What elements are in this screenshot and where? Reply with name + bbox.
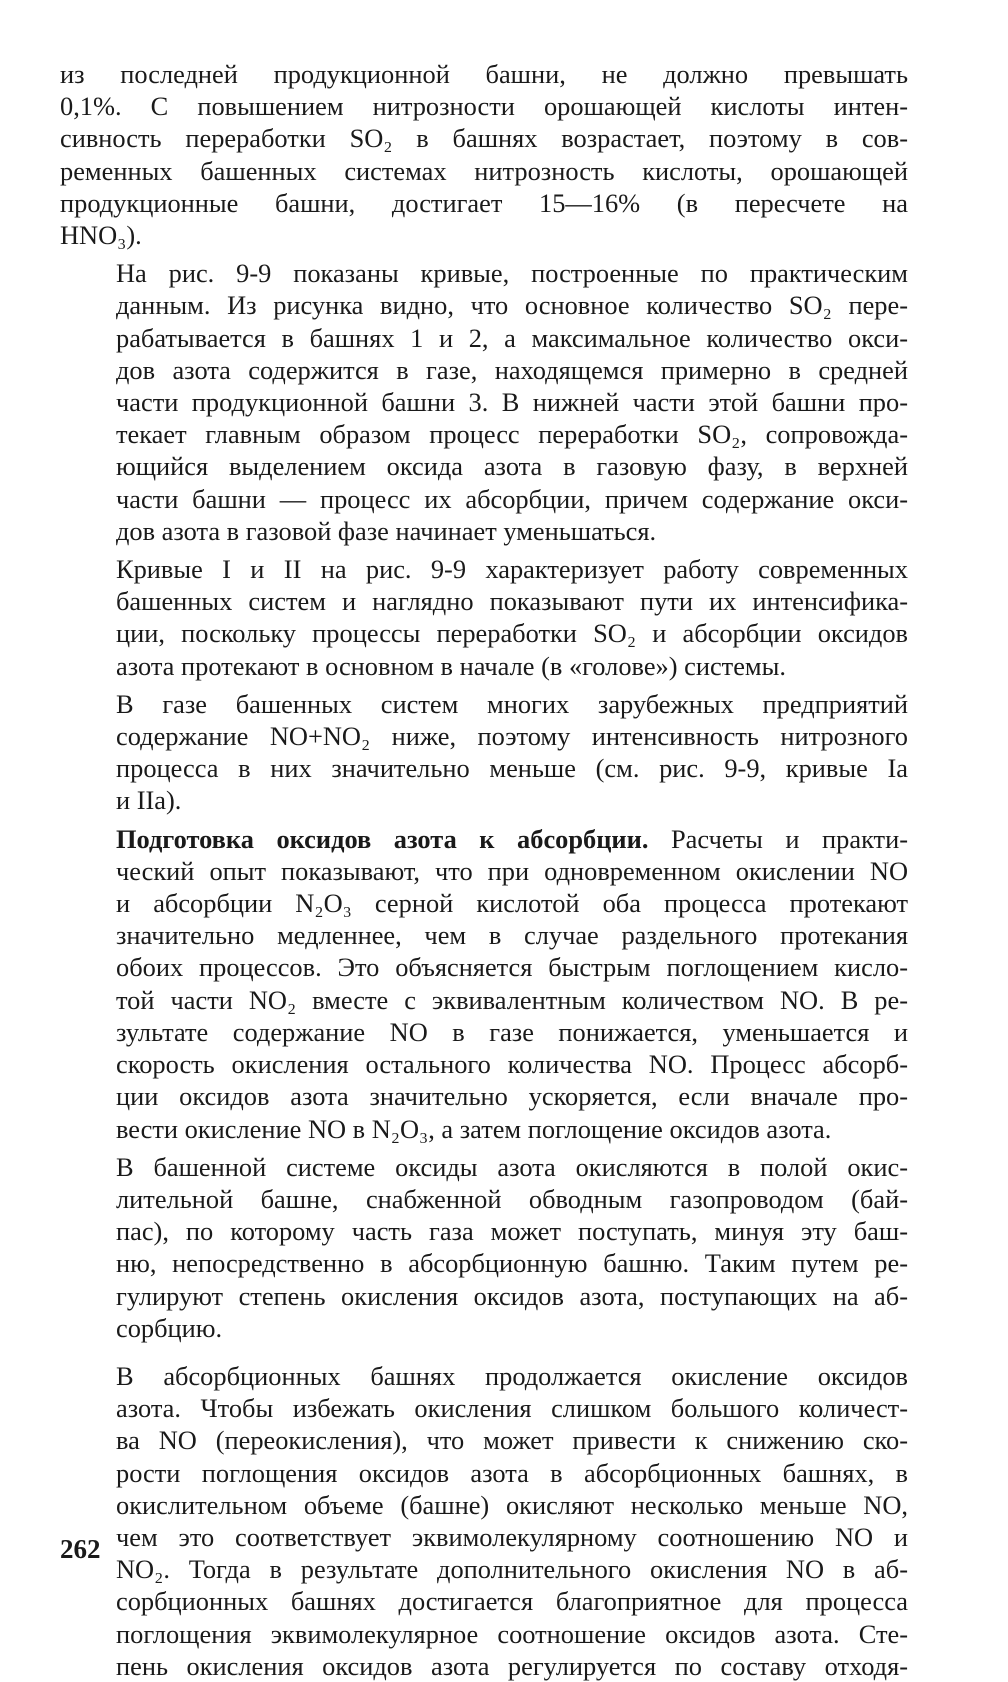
text-line: ции оксидов азота значительно ускоряется, если вначале про- bbox=[116, 1081, 908, 1112]
text-line: ции, поскольку процессы переработки SO₂ и абсорбции оксидов bbox=[116, 618, 908, 649]
text-line: ческий опыт показывают, что при одновременном окислении NO bbox=[116, 855, 908, 886]
text-line: лительной башне, снабженной обводным газопроводом (бай- bbox=[116, 1183, 908, 1214]
text-line: рости поглощения оксидов азота в абсорбционных башнях, в bbox=[116, 1457, 908, 1488]
text-line: Подготовка оксидов азота к абсорбции. Расчеты и практи- bbox=[116, 823, 908, 854]
text-line: 0,1%. С повышением нитрозности орошающей кислоты интен- bbox=[60, 91, 908, 122]
text-line: гулируют степень окисления оксидов азота, поступающих на аб- bbox=[116, 1280, 908, 1311]
text-line: В газе башенных систем многих зарубежных предприятий bbox=[116, 688, 908, 719]
text-line: чем это соответствует эквимолекулярному соотношению NO и bbox=[116, 1521, 908, 1552]
page-number: 262 bbox=[60, 1534, 101, 1564]
text-line: NO₂. Тогда в результате дополнительного окисления NO в аб- bbox=[116, 1554, 908, 1585]
text-line: пень окисления оксидов азота регулируется по составу отходя- bbox=[116, 1650, 908, 1681]
paragraph-tower-system bbox=[60, 1151, 908, 1344]
text-line: текает главным образом процесс переработки SO₂, сопровожда- bbox=[116, 419, 908, 450]
text-line: сивность переработки SO₂ в башнях возрастает, поэтому в сов- bbox=[60, 123, 908, 154]
text-line: сорбцию. bbox=[116, 1312, 223, 1343]
text-line: данным. Из рисунка видно, что основное количество SO₂ пере- bbox=[116, 290, 908, 321]
text-line: В башенной системе оксиды азота окисляются в полой окис- bbox=[116, 1151, 908, 1182]
paragraph-curves bbox=[60, 553, 908, 682]
text-line: сорбционных башнях достигается благоприятное для процесса bbox=[116, 1586, 908, 1617]
text-line: содержание NO+NO₂ ниже, поэтому интенсивность нитрозного bbox=[116, 721, 908, 752]
text-line: рабатывается в башнях 1 и 2, а максимальное количество окси- bbox=[116, 322, 908, 353]
paragraph-figure-9-9 bbox=[60, 257, 908, 547]
text-line: азота протекают в основном в начале (в «голове») системы. bbox=[116, 650, 786, 681]
text-line: башенных систем и наглядно показывают пути их интенсифика- bbox=[116, 586, 908, 617]
text-line: зультате содержание NO в газе понижается, уменьшается и bbox=[116, 1016, 908, 1047]
text-line: той части NO₂ вместе с эквивалентным количеством NO. В ре- bbox=[116, 984, 908, 1015]
text-line: ременных башенных системах нитрозность кислоты, орошающей bbox=[60, 155, 908, 186]
text-line: Кривые I и II на рис. 9-9 характеризует работу современных bbox=[116, 554, 908, 585]
text-line: вести окисление NO в N₂O₃, а затем поглощение оксидов азота. bbox=[116, 1113, 832, 1144]
text-line: азота. Чтобы избежать окисления слишком большого количест- bbox=[116, 1393, 908, 1424]
text-line: процесса в них значительно меньше (см. рис. 9-9, кривые Iа bbox=[116, 753, 908, 784]
text-line: дов азота содержится в газе, находящемся примерно в средней bbox=[116, 354, 908, 385]
paragraph-absorption-towers bbox=[60, 1360, 908, 1682]
text-line: продукционные башни, достигает 15—16% (в пересчете на bbox=[60, 187, 908, 218]
text-line: HNO₃). bbox=[60, 220, 142, 251]
text-line: части продукционной башни 3. В нижней части этой башни про- bbox=[116, 387, 908, 418]
text-line: и абсорбции N₂O₃ серной кислотой оба процесса протекают bbox=[116, 888, 908, 919]
text-line: В абсорбционных башнях продолжается окисление оксидов bbox=[116, 1360, 908, 1391]
text-line: пас), по которому часть газа может поступать, минуя эту баш- bbox=[116, 1216, 908, 1247]
text-line: из последней продукционной башни, не должно превышать bbox=[60, 59, 908, 89]
text-line: ню, непосредственно в абсорбционную башню. Таким путем ре- bbox=[116, 1248, 908, 1279]
text-line: дов азота в газовой фазе начинает уменьшаться. bbox=[116, 515, 657, 546]
paragraph-continuation bbox=[60, 58, 908, 251]
text-line: обоих процессов. Это объясняется быстрым поглощением кисло- bbox=[116, 952, 908, 983]
text-line: На рис. 9-9 показаны кривые, построенные по практическим bbox=[116, 258, 908, 289]
text-line: окислительном объеме (башне) окисляют несколько меньше NO, bbox=[116, 1489, 908, 1520]
text-line: и IIа). bbox=[116, 785, 182, 816]
paragraph-foreign bbox=[60, 688, 908, 817]
text-line: ва NO (переокисления), что может привести к снижению ско- bbox=[116, 1425, 908, 1456]
text-line: поглощения эквимолекулярное соотношение оксидов азота. Сте- bbox=[116, 1618, 908, 1649]
section-heading: Подготовка оксидов азота к абсорбции. bbox=[116, 823, 649, 854]
paragraph-preparation bbox=[60, 823, 908, 1145]
text-line: ющийся выделением оксида азота в газовую фазу, в верхней bbox=[116, 451, 908, 482]
text-line: скорость окисления остального количества NO. Процесс абсорб- bbox=[116, 1049, 908, 1080]
text-line: значительно медленнее, чем в случае раздельного протекания bbox=[116, 920, 908, 951]
text-line: части башни — процесс их абсорбции, причем содержание окси- bbox=[116, 483, 908, 514]
page-body bbox=[60, 58, 908, 1682]
